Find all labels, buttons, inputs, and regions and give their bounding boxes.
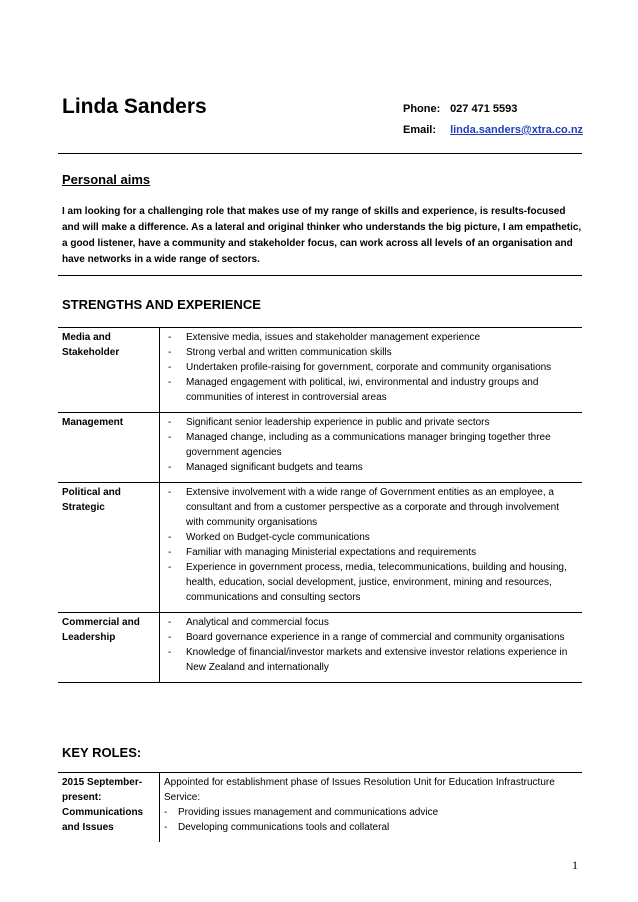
key-roles-table [58,772,582,842]
list-item: - Significant senior leadership experience in public and private sectors [168,417,490,428]
list-item: - Managed significant budgets and teams [168,462,363,473]
row-content [160,613,583,683]
phone-line [403,103,517,115]
list-item: - Developing communications tools and collateral [164,822,390,833]
list-item: - Managed engagement with political, iwi, environmental and industry groups and communities of interest in controversial areas [168,377,539,403]
table-row [58,413,582,483]
row-label: Media and Stakeholder [58,328,160,413]
divider [58,153,582,154]
candidate-name: Linda Sanders [62,95,207,118]
strengths-heading: STRENGTHS AND EXPERIENCE [62,297,261,312]
email-link[interactable]: linda.sanders@xtra.co.nz [450,124,584,136]
list-item: - Managed change, including as a communications manager bringing together three government agencies [168,432,551,458]
list-item: - Experience in government process, media, telecommunications, building and housing, health, education, social development, justice, environment, mining and resources, communications and consulting sectors [168,562,567,603]
list-item: - Undertaken profile-raising for government, corporate and community organisations [168,362,552,373]
row-label: Management [58,413,160,483]
row-content [160,773,583,843]
list-item: - Worked on Budget-cycle communications [168,532,370,543]
list-item: - Extensive media, issues and stakeholder management experience [168,332,481,343]
phone-number: 027 471 5593 [450,103,518,115]
row-label: Commercial and Leadership [58,613,160,683]
personal-aims-heading: Personal aims [62,172,151,187]
personal-aims-text: I am looking for a challenging role that makes use of my range of skills and experience, is results-focused and will make a difference. As a lateral and original thinker who understands the big picture, I am empathetic, a good listener, have a community and stakeholder focus, can work across all levels of an organisation and have networks in a wide range of sectors. [62,206,582,265]
table-row [58,483,582,613]
page-number: 1 [572,858,578,872]
table-row [58,773,582,843]
list-item: - Analytical and commercial focus [168,617,329,628]
list-item: - Strong verbal and written communication skills [168,347,392,358]
row-content [160,328,583,413]
row-label: 2015 September- present: Communications and Issues [58,773,160,843]
table-row [58,328,582,413]
strengths-table [58,327,582,683]
key-roles-heading: KEY ROLES: [62,745,142,760]
phone-label: Phone: [403,103,441,115]
email-line [403,124,583,136]
list-item: - Knowledge of financial/investor markets and extensive investor relations experience in New Zealand and internationally [168,647,568,673]
row-content [160,483,583,613]
list-item: - Board governance experience in a range of commercial and community organisations [168,632,565,643]
row-label: Political and Strategic [58,483,160,613]
list-item: - Familiar with managing Ministerial expectations and requirements [168,547,477,558]
role-intro: Appointed for establishment phase of Issues Resolution Unit for Education Infrastructure Service: [164,777,555,803]
list-item: - Providing issues management and communications advice [164,807,439,818]
row-content [160,413,583,483]
list-item: - Extensive involvement with a wide range of Government entities as an employee, a consultant and from a customer perspective as a corporate and through involvement with community organisations [168,487,559,528]
table-row [58,613,582,683]
email-label: Email: [403,124,437,136]
divider [58,275,582,276]
